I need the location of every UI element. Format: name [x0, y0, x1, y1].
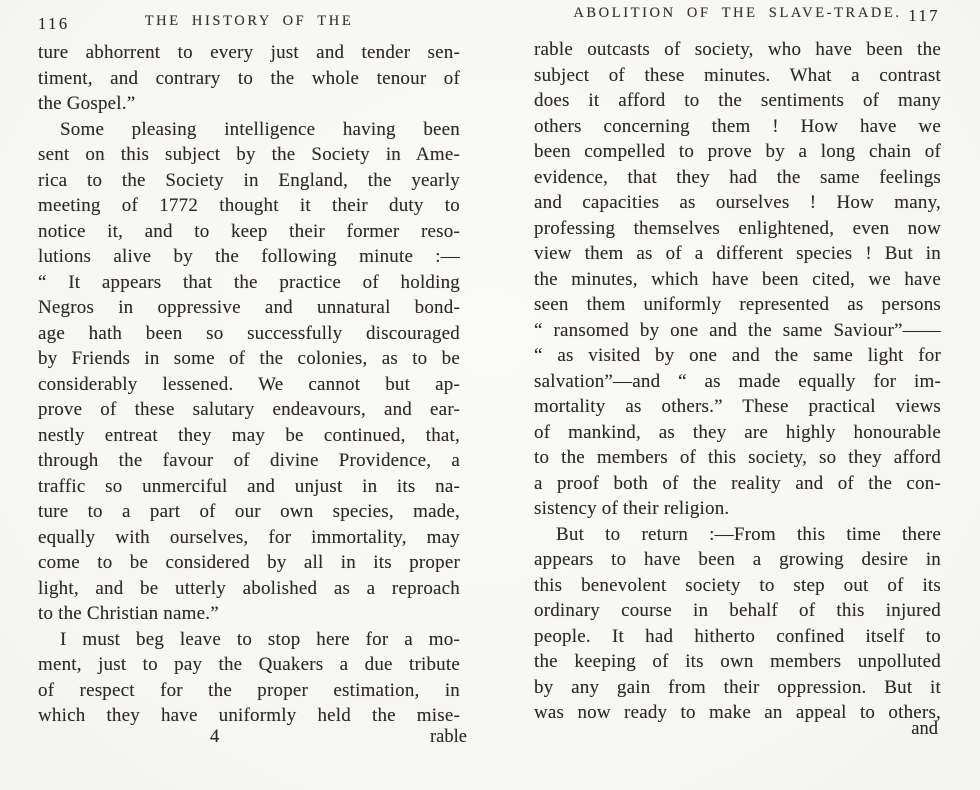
- text-line: rable outcasts of society, who have been the: [534, 39, 941, 60]
- left-catchword: rable: [430, 727, 467, 747]
- right-page-text: [534, 37, 941, 726]
- text-line: sistency of their religion.: [534, 498, 730, 519]
- text-line: the Gospel.”: [38, 93, 136, 114]
- text-line: light, and be utterly abolished as a reproach: [38, 577, 460, 599]
- right-page: [534, 0, 941, 790]
- text-line: by any gain from their oppression. But it: [534, 676, 941, 698]
- text-line: ment, just to pay the Quakers a due tribute: [38, 654, 460, 675]
- text-line: does it afford to the sentiments of many: [534, 90, 941, 111]
- text-line: rica to the Society in England, the yearly: [38, 169, 460, 191]
- text-line: considerably lessened. We cannot but ap-: [38, 373, 460, 395]
- text-line: to the Christian name.”: [38, 603, 219, 624]
- text-line: age hath been so successfully discouraged: [38, 322, 460, 344]
- text-line: Some pleasing intelligence having been: [60, 118, 460, 140]
- text-line: lutions alive by the following minute :—: [38, 246, 460, 267]
- text-line: Negros in oppressive and unnatural bond-: [38, 297, 460, 318]
- left-page-header: [38, 13, 460, 35]
- text-line: was now ready to make an appeal to others,: [534, 702, 941, 723]
- text-line: prove of these salutary endeavours, and ear-: [38, 399, 460, 420]
- text-line: people. It had hitherto confined itself to: [534, 625, 941, 647]
- text-line: ture to a part of our own species, made,: [38, 501, 460, 522]
- text-line: to the members of this society, so they afford: [534, 447, 941, 468]
- left-page-footer: [38, 727, 467, 752]
- text-line: the keeping of its own members unpolluted: [534, 651, 941, 672]
- left-page-text: [38, 40, 460, 729]
- text-line: through the favour of divine Providence, a: [38, 450, 460, 471]
- text-line: a proof both of the reality and of the con-: [534, 472, 941, 494]
- text-line: nestly entreat they may be continued, that,: [38, 424, 460, 446]
- text-line: notice it, and to keep their former reso-: [38, 220, 460, 242]
- left-page-number: 116: [38, 14, 70, 33]
- text-line: been compelled to prove by a long chain of: [534, 141, 941, 162]
- text-line: professing themselves enlightened, even now: [534, 217, 941, 239]
- right-running-title: ABOLITION OF THE SLAVE-TRADE.: [573, 5, 902, 21]
- text-line: others concerning them ! How have we: [534, 115, 941, 137]
- right-page-number: 117: [908, 6, 940, 25]
- text-line: come to be considered by all in its proper: [38, 552, 460, 573]
- text-line: meeting of 1772 thought it their duty to: [38, 195, 460, 216]
- text-line: But to return :—From this time there: [556, 523, 941, 545]
- right-page-footer: [534, 719, 941, 744]
- text-line: this benevolent society to step out of its: [534, 574, 941, 596]
- text-line: appears to have been a growing desire in: [534, 549, 941, 570]
- signature-mark: 4: [210, 727, 220, 747]
- text-line: the minutes, which have been cited, we have: [534, 268, 941, 290]
- text-line: I must beg leave to stop here for a mo-: [60, 628, 460, 650]
- text-line: subject of these minutes. What a contrast: [534, 64, 941, 86]
- text-line: “ ransomed by one and the same Saviour”——: [534, 319, 941, 341]
- text-line: “ It appears that the practice of holding: [38, 271, 460, 293]
- text-line: seen them uniformly represented as persons: [534, 294, 941, 315]
- text-line: equally with ourselves, for immortality, may: [38, 526, 460, 548]
- text-line: ture abhorrent to every just and tender sen-: [38, 42, 460, 63]
- text-line: by Friends in some of the colonies, as to be: [38, 348, 460, 369]
- text-line: traffic so unmerciful and unjust in its na-: [38, 475, 460, 497]
- text-line: timent, and contrary to the whole tenour of: [38, 67, 460, 89]
- right-page-header: [534, 5, 941, 27]
- text-line: “ as visited by one and the same light for: [534, 345, 941, 366]
- text-line: ordinary course in behalf of this injured: [534, 600, 941, 621]
- text-line: of respect for the proper estimation, in: [38, 679, 460, 701]
- text-line: sent on this subject by the Society in Ame-: [38, 144, 460, 165]
- text-line: which they have uniformly held the mise-: [38, 705, 460, 726]
- text-line: mortality as others.” These practical views: [534, 396, 941, 417]
- text-line: and capacities as ourselves ! How many,: [534, 192, 941, 213]
- text-line: salvation”—and “ as made equally for im-: [534, 370, 941, 392]
- left-running-title: THE HISTORY OF THE: [144, 13, 354, 29]
- text-line: of mankind, as they are highly honourable: [534, 421, 941, 443]
- text-line: view them as of a different species ! But in: [534, 243, 941, 264]
- left-page: [38, 0, 467, 790]
- text-line: evidence, that they had the same feelings: [534, 166, 941, 188]
- right-catchword: and: [911, 719, 938, 739]
